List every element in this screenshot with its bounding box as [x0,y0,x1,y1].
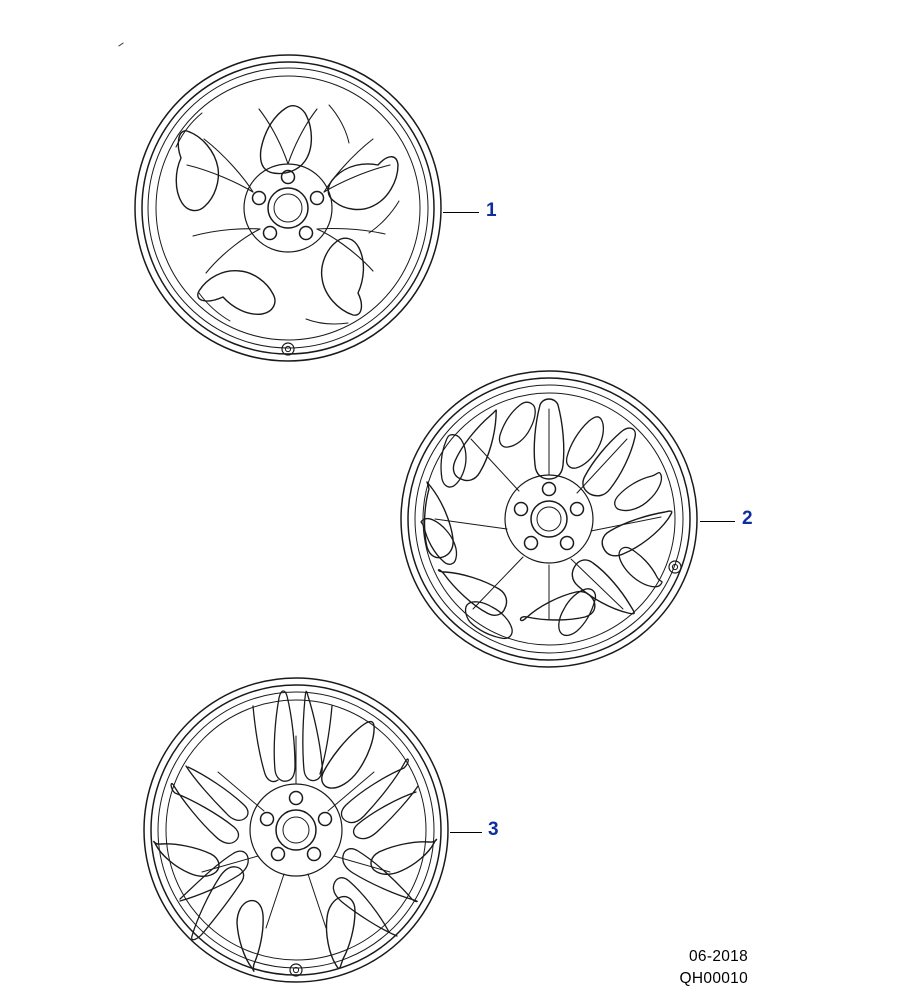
wheel-illustration-1 [133,53,443,363]
diagram-date: 06-2018 [689,948,748,965]
callout-number-2: 2 [742,508,753,529]
diagram-code: QH00010 [679,970,748,987]
callout-number-3: 3 [488,819,499,840]
leader-line-1 [443,212,479,213]
leader-line-2 [700,521,735,522]
wheel-illustration-3 [142,676,450,984]
wheel-illustration-2 [399,369,699,669]
callout-number-1: 1 [486,200,497,221]
stray-pencil-mark [118,42,123,46]
leader-line-3 [450,832,482,833]
